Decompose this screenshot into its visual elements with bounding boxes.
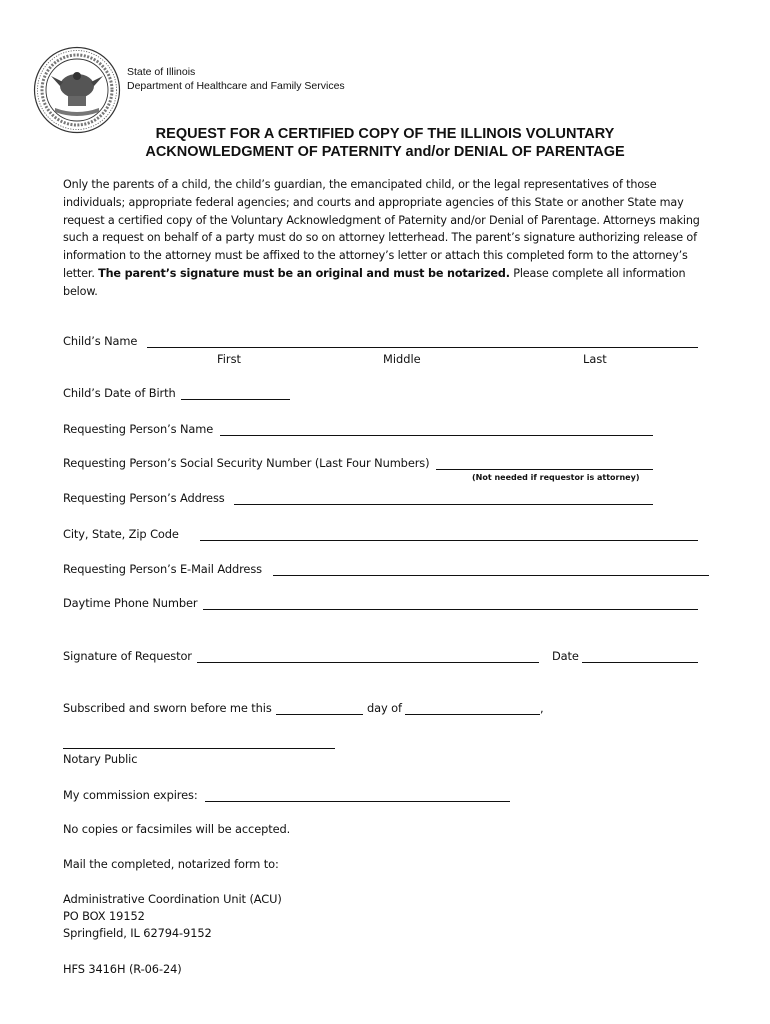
last-label: Last: [583, 352, 607, 366]
signature-line[interactable]: [197, 662, 539, 663]
no-copies-note: No copies or facsimiles will be accepted.: [63, 822, 291, 836]
form-title: [0, 125, 770, 161]
state-name: State of Illinois: [127, 66, 196, 78]
ssn-line[interactable]: [436, 469, 653, 470]
form-number: HFS 3416H (R-06-24): [63, 962, 182, 976]
sworn-month-line[interactable]: [405, 714, 540, 715]
instructions-paragraph: [63, 176, 713, 301]
mail-address-line-1: Administrative Coordination Unit (ACU): [63, 892, 282, 906]
dob-line[interactable]: [181, 399, 290, 400]
sworn-day-line[interactable]: [276, 714, 363, 715]
title-line-2: ACKNOWLEDGMENT OF PATERNITY and/or DENIAL OF PARENTAGE: [145, 144, 625, 160]
city-line[interactable]: [200, 540, 698, 541]
childs-name-label: Child’s Name: [63, 334, 138, 348]
email-line[interactable]: [273, 575, 709, 576]
intro-tail: Please complete all information below.: [63, 266, 686, 298]
mail-to-label: Mail the completed, notarized form to:: [63, 857, 279, 871]
title-line-1: REQUEST FOR A CERTIFIED COPY OF THE ILLINOIS VOLUNTARY: [155, 126, 615, 142]
email-label: Requesting Person’s E-Mail Address: [63, 562, 262, 576]
illinois-state-seal: [33, 46, 121, 134]
ssn-note: (Not needed if requestor is attorney): [472, 473, 640, 482]
phone-label: Daytime Phone Number: [63, 596, 198, 610]
mail-address-line-2: PO BOX 19152: [63, 909, 145, 923]
dob-label: Child’s Date of Birth: [63, 386, 176, 400]
commission-line[interactable]: [205, 801, 510, 802]
childs-name-line[interactable]: [147, 347, 698, 348]
date-line[interactable]: [582, 662, 698, 663]
middle-label: Middle: [383, 352, 421, 366]
commission-label: My commission expires:: [63, 788, 198, 802]
address-label: Requesting Person’s Address: [63, 491, 225, 505]
ssn-label: Requesting Person’s Social Security Number (Last Four Numbers): [63, 456, 430, 470]
sworn-comma: ,: [540, 701, 544, 715]
address-line[interactable]: [234, 504, 653, 505]
day-of-label: day of: [367, 701, 402, 715]
city-label: City, State, Zip Code: [63, 527, 179, 541]
intro-text: Only the parents of a child, the child’s guardian, the emancipated child, or the legal representatives of those individuals; appropriate federal agencies; and courts and appropriate agencies of this State or another State may request a certified copy of the Voluntary Acknowledgment of Paternity and/or Denial of Parentage. Attorneys making such a request on behalf of a party must do so on attorney letterhead. The parent’s signature authorizing release of information to the attorney must be affixed to the attorney’s letter or attach this completed form to the attorney’s letter.: [63, 178, 700, 280]
intro-bold: The parent’s signature must be an original and must be notarized.: [98, 266, 510, 280]
phone-line[interactable]: [203, 609, 698, 610]
notary-public-label: Notary Public: [63, 752, 138, 766]
requester-name-label: Requesting Person’s Name: [63, 422, 214, 436]
notary-signature-line[interactable]: [63, 748, 335, 749]
mail-address-line-3: Springfield, IL 62794-9152: [63, 926, 212, 940]
sworn-label: Subscribed and sworn before me this: [63, 701, 272, 715]
signature-label: Signature of Requestor: [63, 649, 192, 663]
date-label: Date: [552, 649, 579, 663]
requester-name-line[interactable]: [220, 435, 653, 436]
first-label: First: [217, 352, 241, 366]
department-name: Department of Healthcare and Family Services: [127, 80, 345, 92]
